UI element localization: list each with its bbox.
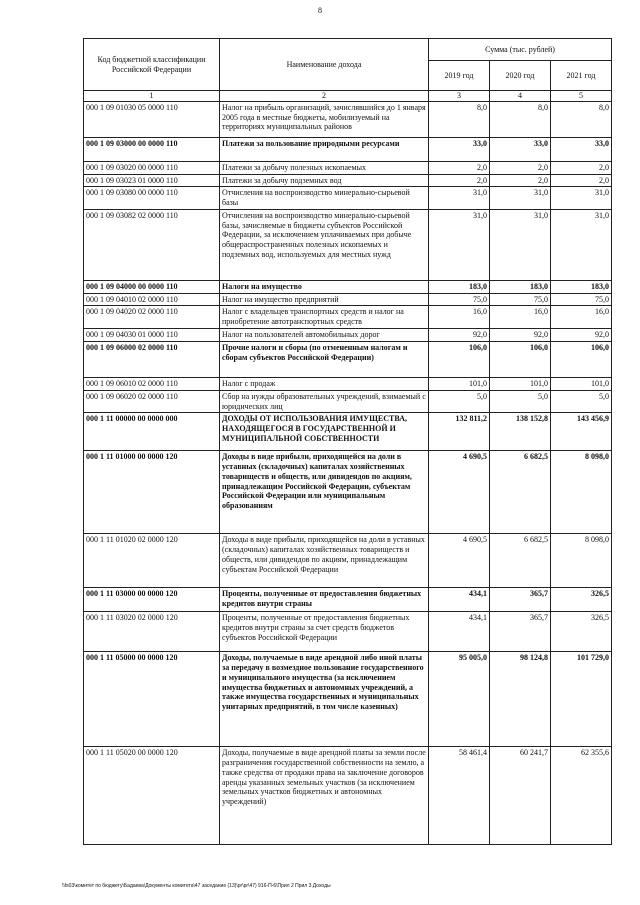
row-code: 000 1 09 04010 02 0000 110 [84,293,220,306]
row-value-2020: 2,0 [490,161,551,174]
row-value-2020: 75,0 [490,293,551,306]
file-path-footer: \\fs03\комитет по бюджету\Бадаева\Документы комитета\47 заседание (13)\pr\pr\47) 916-П-6\Прил 2 Прил 3 Доходы [62,883,331,889]
row-value-2020: 5,0 [490,390,551,413]
header-year-2019: 2019 год [429,61,490,91]
row-code: 000 1 09 06000 02 0000 110 [84,342,220,378]
row-value-2021: 8 098,0 [551,534,612,588]
row-value-2019: 31,0 [429,187,490,210]
table-body [84,101,612,845]
row-value-2020: 16,0 [490,306,551,329]
row-code: 000 1 09 03020 00 0000 110 [84,161,220,174]
table-row [84,378,612,391]
row-value-2020: 183,0 [490,280,551,293]
row-value-2019: 2,0 [429,161,490,174]
row-code: 000 1 09 03000 00 0000 110 [84,137,220,161]
table-row [84,342,612,378]
row-value-2019: 16,0 [429,306,490,329]
row-code: 000 1 11 05020 00 0000 120 [84,747,220,845]
row-name: Доходы в виде прибыли, приходящейся на доли в уставных (складочных) капиталах хозяйственных товариществ и обществ, или дивидендов по акциям, принадлежащим Российской Федерации, субъектам Российской Федерации или муниципальным образованиям [220,451,429,534]
row-value-2020: 98 124,8 [490,652,551,747]
row-value-2020: 60 241,7 [490,747,551,845]
row-value-2020: 106,0 [490,342,551,378]
page-number: 8 [318,6,322,15]
row-value-2019: 8,0 [429,101,490,137]
table-row [84,137,612,161]
row-value-2021: 5,0 [551,390,612,413]
row-value-2021: 101,0 [551,378,612,391]
row-value-2021: 143 456,9 [551,413,612,451]
table-row [84,612,612,652]
row-code: 000 1 11 05000 00 0000 120 [84,652,220,747]
row-value-2021: 8 098,0 [551,451,612,534]
row-value-2019: 132 811,2 [429,413,490,451]
row-name: Доходы, получаемые в виде арендной либо иной платы за передачу в возмездное пользование государственного и муниципального имущества (за исключением имущества бюджетных и автономных учреждений, а также имущества государственных и муниципальных унитарных предприятий, в том числе казенных) [220,652,429,747]
row-name: Доходы в виде прибыли, приходящейся на доли в уставных (складочных) капиталах хозяйственных товариществ и обществ, или дивидендов по акциям, принадлежащим субъектам Российской Федерации [220,534,429,588]
row-value-2019: 31,0 [429,209,490,280]
index-cell: 2 [220,91,429,102]
row-value-2021: 2,0 [551,161,612,174]
table-row [84,174,612,187]
table-row [84,390,612,413]
row-value-2021: 31,0 [551,209,612,280]
row-value-2020: 365,7 [490,612,551,652]
row-code: 000 1 09 06010 02 0000 110 [84,378,220,391]
row-name: Прочие налоги и сборы (по отмененным налогам и сборам субъектов Российской Федерации) [220,342,429,378]
row-code: 000 1 09 06020 02 0000 110 [84,390,220,413]
table-row [84,534,612,588]
row-value-2019: 434,1 [429,612,490,652]
header-code: Код бюджетной классификации Российской Федерации [84,39,220,91]
row-name: Налоги на имущество [220,280,429,293]
row-value-2019: 4 690,5 [429,534,490,588]
row-name: Проценты, полученные от предоставления бюджетных кредитов внутри страны [220,588,429,612]
row-value-2021: 31,0 [551,187,612,210]
row-value-2020: 6 682,5 [490,451,551,534]
row-value-2019: 4 690,5 [429,451,490,534]
row-name: Доходы, получаемые в виде арендной платы за земли после разграничения государственной собственности на землю, а также средства от продажи права на заключение договоров аренды указанных земельных участков (за исключением земельных участков бюджетных и автономных учреждений) [220,747,429,845]
row-code: 000 1 09 04000 00 0000 110 [84,280,220,293]
row-value-2021: 183,0 [551,280,612,293]
header-year-2021: 2021 год [551,61,612,91]
table-row [84,209,612,280]
row-code: 000 1 11 01020 02 0000 120 [84,534,220,588]
row-value-2019: 101,0 [429,378,490,391]
row-value-2020: 6 682,5 [490,534,551,588]
row-value-2021: 92,0 [551,329,612,342]
table-row [84,413,612,451]
table-row [84,588,612,612]
row-value-2020: 138 152,8 [490,413,551,451]
row-value-2021: 62 355,6 [551,747,612,845]
row-value-2021: 16,0 [551,306,612,329]
row-value-2019: 95 005,0 [429,652,490,747]
row-name: Платежи за добычу полезных ископаемых [220,161,429,174]
header-year-2020: 2020 год [490,61,551,91]
row-value-2020: 92,0 [490,329,551,342]
row-name: Налог на пользователей автомобильных дорог [220,329,429,342]
row-value-2019: 33,0 [429,137,490,161]
row-name: Отчисления на воспроизводство минерально-сырьевой базы, зачисляемые в бюджеты субъектов Российской Федерации, за исключением уплачиваемых при добыче общераспространенных полезных ископаемых и подземных вод, используемых для местных нужд [220,209,429,280]
row-name: Налог с продаж [220,378,429,391]
table-row [84,101,612,137]
row-code: 000 1 09 04030 01 0000 110 [84,329,220,342]
row-code: 000 1 11 03000 00 0000 120 [84,588,220,612]
row-value-2021: 75,0 [551,293,612,306]
header-name: Наименование дохода [220,39,429,91]
table-row [84,187,612,210]
row-value-2021: 326,5 [551,588,612,612]
table-row [84,329,612,342]
row-value-2021: 106,0 [551,342,612,378]
row-code: 000 1 09 03023 01 0000 110 [84,174,220,187]
row-value-2021: 33,0 [551,137,612,161]
row-value-2019: 75,0 [429,293,490,306]
row-code: 000 1 11 00000 00 0000 000 [84,413,220,451]
table-row [84,747,612,845]
header-sum: Сумма (тыс. рублей) [429,39,612,61]
row-code: 000 1 11 03020 02 0000 120 [84,612,220,652]
row-value-2019: 5,0 [429,390,490,413]
row-code: 000 1 09 01030 05 0000 110 [84,101,220,137]
row-name: Платежи за добычу подземных вод [220,174,429,187]
row-value-2019: 92,0 [429,329,490,342]
row-value-2020: 31,0 [490,209,551,280]
row-value-2019: 58 461,4 [429,747,490,845]
row-name: Платежи за пользование природными ресурсами [220,137,429,161]
row-value-2020: 101,0 [490,378,551,391]
revenue-table [83,38,612,845]
row-code: 000 1 09 04020 02 0000 110 [84,306,220,329]
row-value-2019: 183,0 [429,280,490,293]
row-value-2020: 33,0 [490,137,551,161]
index-cell: 5 [551,91,612,102]
row-code: 000 1 11 01000 00 0000 120 [84,451,220,534]
row-value-2020: 31,0 [490,187,551,210]
row-name: Налог на прибыль организаций, зачислявшийся до 1 января 2005 года в местные бюджеты, мобилизуемый на территориях муниципальных районов [220,101,429,137]
row-name: Проценты, полученные от предоставления бюджетных кредитов внутри страны за счет средств бюджетов субъектов Российской Федерации [220,612,429,652]
table-row [84,652,612,747]
row-value-2020: 2,0 [490,174,551,187]
index-cell: 1 [84,91,220,102]
row-name: Сбор на нужды образовательных учреждений, взимаемый с юридических лиц [220,390,429,413]
table-row [84,306,612,329]
table-row [84,280,612,293]
table-row [84,161,612,174]
index-cell: 4 [490,91,551,102]
row-code: 000 1 09 03080 00 0000 110 [84,187,220,210]
row-name: Налог на имущество предприятий [220,293,429,306]
row-name: Отчисления на воспроизводство минерально-сырьевой базы [220,187,429,210]
row-value-2019: 2,0 [429,174,490,187]
row-value-2021: 8,0 [551,101,612,137]
row-name: ДОХОДЫ ОТ ИСПОЛЬЗОВАНИЯ ИМУЩЕСТВА, НАХОДЯЩЕГОСЯ В ГОСУДАРСТВЕННОЙ И МУНИЦИПАЛЬНОЙ СОБСТВЕННОСТИ [220,413,429,451]
row-name: Налог с владельцев транспортных средств и налог на приобретение автотранспортных средств [220,306,429,329]
table-row [84,451,612,534]
row-code: 000 1 09 03082 02 0000 110 [84,209,220,280]
row-value-2021: 2,0 [551,174,612,187]
row-value-2019: 434,1 [429,588,490,612]
row-value-2021: 326,5 [551,612,612,652]
row-value-2020: 8,0 [490,101,551,137]
index-cell: 3 [429,91,490,102]
table-row [84,293,612,306]
row-value-2019: 106,0 [429,342,490,378]
row-value-2021: 101 729,0 [551,652,612,747]
row-value-2020: 365,7 [490,588,551,612]
